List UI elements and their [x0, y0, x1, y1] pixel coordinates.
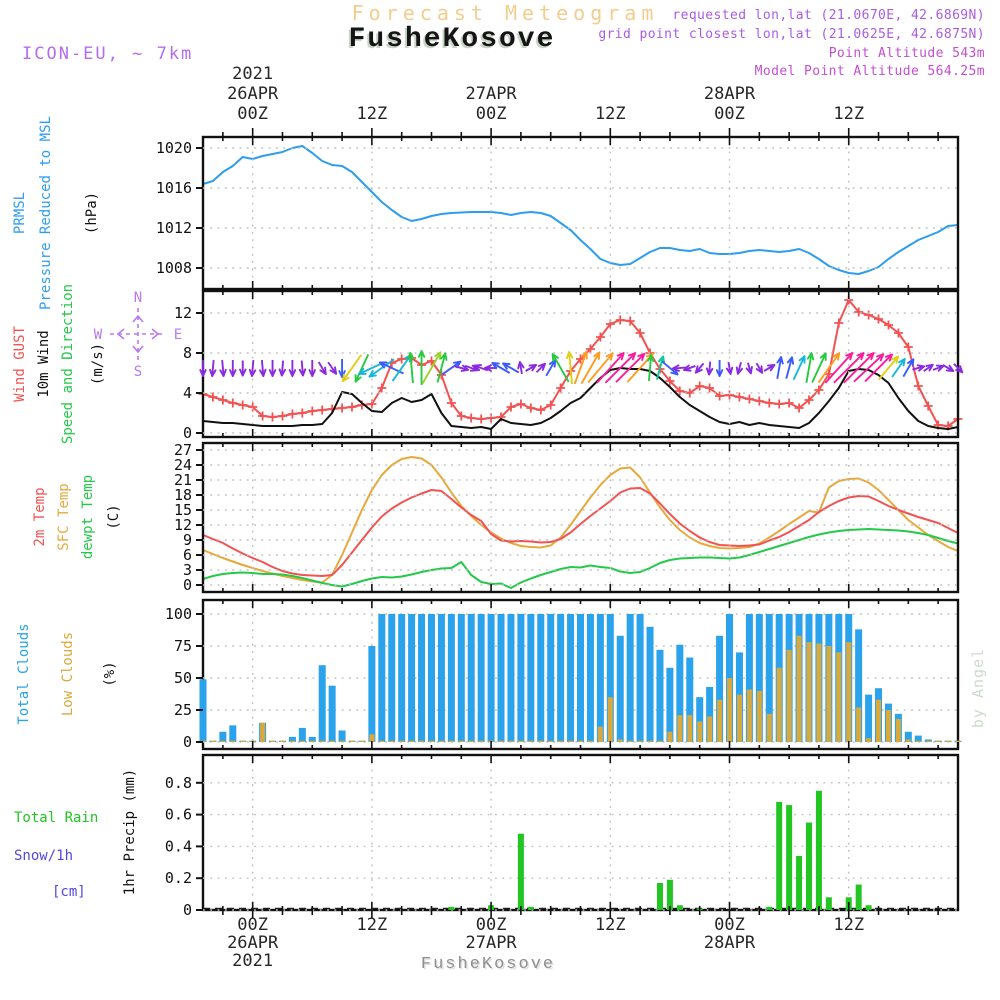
label-low-clouds: Low Clouds — [60, 631, 76, 717]
pressure-ytick-label: 1008 — [155, 259, 192, 277]
dewpt-temp-line — [203, 529, 958, 588]
label-pct-unit: (%) — [102, 661, 118, 687]
temp-ytick-label: 21 — [173, 471, 192, 489]
wind-ytick-label: 0 — [182, 424, 192, 442]
footer-station-title: FusheKosove — [420, 955, 556, 974]
temp-ytick-label: 12 — [173, 516, 192, 534]
label-pressure-reduced-msl: Pressure Reduced to MSL — [38, 116, 54, 310]
pressure-ytick-label: 1016 — [155, 179, 192, 197]
time-axis-label-hour: 00Z — [237, 915, 269, 935]
compass-w: W — [93, 327, 103, 343]
time-axis-label-hour: 12Z — [356, 104, 388, 124]
time-axis-label-date: 26APR — [227, 933, 279, 953]
model-resolution-label: ICON-EU, ~ 7km — [22, 44, 194, 64]
panel-temp — [203, 443, 958, 592]
wind-ytick-label: 4 — [182, 384, 192, 402]
time-axis-label-hour: 00Z — [714, 915, 745, 935]
time-axis-label-hour: 12Z — [356, 915, 388, 935]
label-c-unit: (C) — [106, 504, 122, 530]
precip-ytick-label: 0.4 — [164, 837, 192, 856]
time-axis-label-hour: 12Z — [594, 915, 626, 935]
requested-lonlat-label: requested lon,lat (21.0670E, 42.6869N) — [672, 8, 985, 23]
label-hpa-unit: (hPa) — [84, 191, 100, 235]
2m-temp-line — [203, 488, 958, 576]
label-ms-unit: (m/s) — [90, 342, 106, 386]
label-1hr-precip-axis: 1hr Precip (mm) — [122, 768, 138, 896]
time-axis-label-hour: 00Z — [714, 104, 745, 124]
grid-pressure — [203, 137, 958, 289]
compass-n: N — [133, 290, 143, 306]
precip-ytick-label: 0.6 — [164, 805, 192, 824]
ticks-pressure — [156, 128, 938, 289]
label-dewpt-temp: dewpt Temp — [80, 474, 96, 560]
temp-ytick-label: 24 — [173, 456, 192, 474]
time-axis-label-year: 2021 — [232, 64, 274, 84]
label-total-rain: Total Rain — [14, 810, 99, 826]
ticks-precip — [165, 755, 938, 919]
label-wind-gust: Wind GUST — [12, 326, 28, 402]
time-axis-label-date: 28APR — [703, 84, 756, 104]
10m-wind-line — [203, 368, 958, 429]
label-2m-temp: 2m Temp — [32, 487, 48, 547]
prmsl-line — [203, 146, 958, 274]
time-axis-label-hour: 00Z — [237, 104, 269, 124]
precip-ytick-label: 0.2 — [164, 869, 192, 888]
pressure-ytick-label: 1012 — [155, 219, 192, 237]
wind-ytick-label: 8 — [182, 344, 192, 362]
label-cm-unit: [cm] — [52, 884, 86, 900]
compass-s: S — [133, 364, 143, 380]
clouds-ytick-label: 0 — [182, 733, 192, 751]
label-total-clouds: Total Clouds — [16, 623, 32, 725]
wind-ytick-label: 12 — [173, 304, 192, 322]
clouds-ytick-label: 25 — [173, 701, 192, 719]
compass-rose — [94, 290, 182, 380]
time-axis-label-hour: 12Z — [833, 104, 865, 124]
clouds-ytick-label: 50 — [173, 669, 192, 687]
panel-precip — [203, 755, 958, 910]
time-axis-label-hour: 00Z — [475, 915, 507, 935]
compass-e: E — [173, 327, 183, 343]
temp-ytick-label: 0 — [182, 576, 192, 594]
clouds-ytick-label: 75 — [173, 637, 192, 655]
label-sfc-temp: SFC Temp — [56, 483, 72, 551]
sfc-temp-line — [203, 457, 958, 583]
model-point-altitude-label: Model Point Altitude 564.25m — [754, 64, 985, 79]
grid-temp — [203, 443, 958, 592]
time-axis-label-hour: 12Z — [594, 104, 626, 124]
wind-direction-arrows — [200, 351, 962, 385]
label-prmsl: PRMSL — [12, 191, 28, 235]
grid-point-lonlat-label: grid point closest lon,lat (21.0625E, 42.6875N) — [598, 27, 985, 42]
precip-ytick-label: 0 — [182, 901, 192, 919]
temp-ytick-label: 3 — [182, 561, 192, 579]
station-title: FusheKosove — [348, 24, 556, 55]
label-10m-wind: 10m Wind — [36, 330, 52, 398]
credit-watermark: by Angel — [969, 647, 987, 729]
time-axis-label-date: 28APR — [703, 933, 756, 953]
panel-pressure — [203, 137, 958, 289]
temp-ytick-label: 27 — [173, 441, 192, 459]
time-axis-label-year: 2021 — [232, 951, 274, 971]
pressure-ytick-label: 1020 — [155, 139, 192, 157]
forecast-meteogram-watermark: Forecast Meteogram — [351, 1, 659, 25]
precip-ytick-label: 0.8 — [164, 773, 192, 792]
time-axis-label-hour: 12Z — [833, 915, 865, 935]
time-axis-label-hour: 00Z — [475, 104, 507, 124]
total-rain-bars — [448, 791, 871, 910]
temp-ytick-label: 6 — [182, 546, 192, 564]
temp-ytick-label: 15 — [173, 501, 192, 519]
label-speed-direction: Speed and Direction — [60, 283, 76, 445]
time-axis-label-date: 26APR — [227, 84, 279, 104]
grid-precip — [203, 755, 958, 910]
clouds-ytick-label: 100 — [164, 605, 192, 623]
label-snow-1h: Snow/1h — [14, 848, 74, 864]
temp-ytick-label: 18 — [173, 486, 192, 504]
time-axis-label-date: 27APR — [465, 933, 517, 953]
temp-ytick-label: 9 — [182, 531, 192, 549]
point-altitude-label: Point Altitude 543m — [828, 46, 985, 61]
grid-wind — [203, 291, 958, 437]
time-axis-label-date: 27APR — [465, 84, 517, 104]
